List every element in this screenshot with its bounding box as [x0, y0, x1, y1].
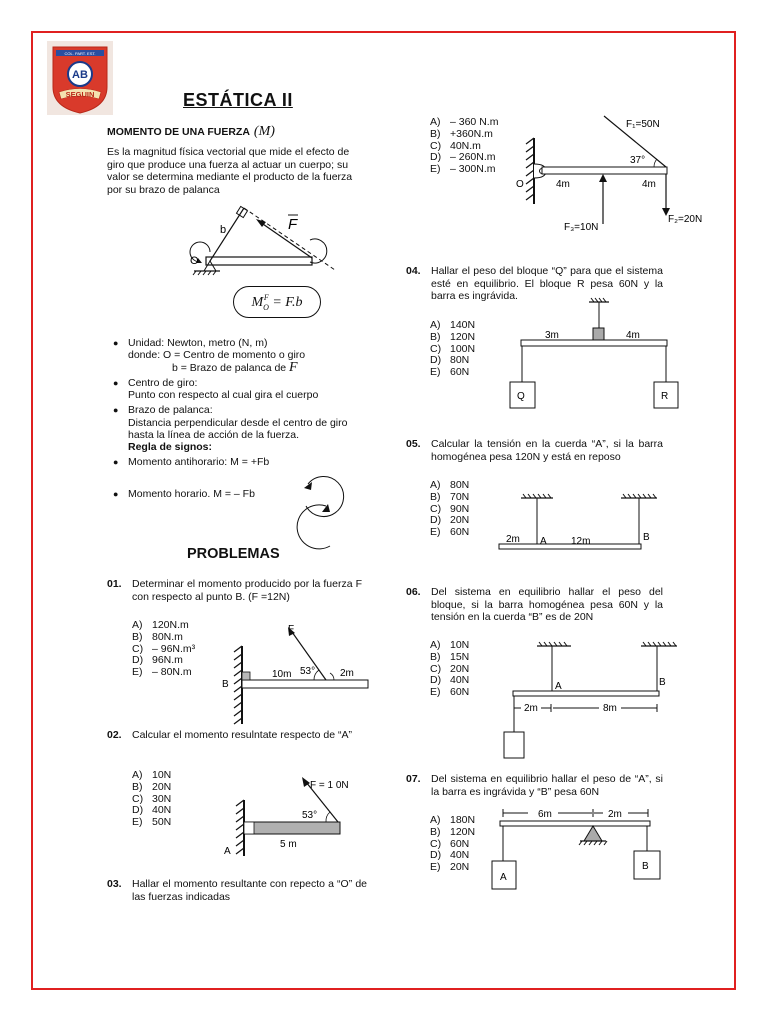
svg-text:A: A — [555, 681, 562, 692]
svg-text:37°: 37° — [630, 155, 646, 166]
svg-text:F₁=50N: F₁=50N — [626, 119, 660, 130]
svg-text:2m: 2m — [608, 809, 622, 820]
q03-number: 03. — [107, 878, 122, 890]
q07-options: A) 180N B) 120N C) 60N D) 40N E) 20N — [430, 814, 476, 874]
q06-text: Del sistema en equilibrio hallar el peso del bloque, si la barra homogénea pesa 60N y la tensión en la cuerda “B” es de 20N — [431, 586, 663, 623]
q07-diagram — [488, 803, 668, 895]
q01-diagram — [218, 620, 373, 728]
q05-diagram — [493, 490, 663, 554]
moment-formula: $M_O^F = F.b$ — [233, 286, 321, 318]
sign-rule-counterclockwise: ● Momento antihorario: M = +Fb — [113, 455, 270, 468]
q04-number: 04. — [406, 265, 421, 277]
svg-text:F: F — [288, 216, 298, 233]
svg-text:R: R — [661, 391, 669, 402]
svg-text:A: A — [540, 536, 547, 547]
svg-text:3m: 3m — [545, 330, 559, 341]
rotation-arrows — [296, 470, 356, 552]
svg-text:F₃=10N: F₃=10N — [564, 222, 599, 233]
problems-heading: PROBLEMAS — [187, 546, 280, 562]
svg-text:F = 1 0N: F = 1 0N — [310, 780, 349, 791]
intro-text: Es la magnitud física vectorial que mide el efecto de giro que produce una fuerza al actuar un cuerpo; su valor se determina mediante el producto de la fuerza por su brazo de palanca — [107, 146, 353, 196]
svg-text:2m: 2m — [524, 703, 538, 714]
svg-text:10m: 10m — [272, 669, 292, 680]
svg-text:4m: 4m — [556, 179, 570, 190]
svg-text:SEGUIN: SEGUIN — [65, 90, 95, 99]
svg-text:53°: 53° — [300, 666, 316, 677]
q05-options: A) 80N B) 70N C) 90N D) 20N E) 60N — [430, 479, 470, 539]
q05-number: 05. — [406, 438, 421, 450]
svg-text:2m: 2m — [340, 668, 354, 679]
q06-number: 06. — [406, 586, 421, 598]
svg-text:12m: 12m — [571, 536, 591, 547]
moment-diagram — [180, 196, 350, 288]
q07-text: Del sistema en equilibrio hallar el peso de “A”, si la barra es ingrávida y “B” pesa 60N — [431, 773, 663, 798]
sign-rule-clockwise: ● Momento horario. M = – Fb — [113, 487, 255, 500]
moment-heading: MOMENTO DE UNA FUERZA (M) — [107, 124, 275, 139]
svg-text:B: B — [222, 679, 229, 690]
svg-text:B: B — [642, 861, 649, 872]
svg-text:4m: 4m — [626, 330, 640, 341]
svg-text:O: O — [516, 179, 524, 190]
page-title: ESTÁTICA II — [183, 90, 293, 110]
q01-number: 01. — [107, 578, 122, 590]
svg-text:F₂=20N: F₂=20N — [668, 214, 703, 225]
q04-diagram — [505, 296, 685, 414]
q06-diagram — [495, 638, 680, 762]
q03-diagram — [512, 112, 717, 236]
svg-text:B: B — [659, 677, 666, 688]
q02-text: Calcular el momento resulntate respecto de “A” — [132, 729, 353, 741]
q01-text: Determinar el momento producido por la fuerza F con respecto al punto B. (F =12N) — [132, 578, 362, 603]
svg-text:B: B — [643, 532, 650, 543]
school-logo — [47, 41, 113, 115]
svg-text:5 m: 5 m — [280, 839, 297, 850]
svg-text:4m: 4m — [642, 179, 656, 190]
q07-number: 07. — [406, 773, 421, 785]
moment-symbol: (M) — [253, 124, 275, 139]
lever-arm-item: ● Brazo de palanca: Distancia perpendicular desde el centro de giro hasta la línea de acción de la fuerza. — [113, 404, 348, 442]
svg-text:F: F — [288, 624, 295, 635]
svg-text:A: A — [224, 846, 231, 857]
svg-text:6m: 6m — [538, 809, 552, 820]
q05-text: Calcular la tensión en la cuerda “A”, si la barra homogénea pesa 120N y está en reposo — [431, 438, 663, 463]
q03-text: Hallar el momento resultante con repecto a “O” de las fuerzas indicadas — [132, 878, 367, 903]
svg-text:2m: 2m — [506, 534, 520, 545]
svg-text:b: b — [220, 224, 227, 236]
q06-options: A) 10N B) 15N C) 20N D) 40N E) 60N — [430, 639, 470, 699]
svg-text:COL. PART. EST.: COL. PART. EST. — [64, 51, 96, 56]
svg-text:O: O — [190, 255, 199, 267]
q04-options: A) 140N B) 120N C) 100N D) 80N E) 60N — [430, 319, 476, 379]
svg-text:8m: 8m — [603, 703, 617, 714]
q01-options: A) 120N.m B) 80N.m C) – 96N.m³ D) 96N.m E) – 80N.m — [132, 619, 196, 679]
q02-diagram — [220, 770, 370, 860]
q04-text: Hallar el peso del bloque “Q” para que el sistema esté en equilibrio. El bloque R pesa 60N y la barra es ingrávida. — [431, 265, 663, 302]
svg-text:Q: Q — [517, 391, 525, 402]
unit-item: ● Unidad: Newton, metro (N, m) donde: O = Centro de momento o giro b = Brazo de palanca de F — [113, 337, 306, 375]
q02-number: 02. — [107, 729, 122, 741]
signs-heading: Regla de signos: — [128, 441, 213, 454]
q03-options: A) – 360 N.m B) +360N.m C) 40N.m D) – 260N.m E) – 300N.m — [430, 116, 499, 176]
svg-text:53°: 53° — [302, 810, 318, 821]
svg-text:A: A — [500, 872, 507, 883]
pivot-item: ● Centro de giro: Punto con respecto al cual gira el cuerpo — [113, 376, 319, 402]
svg-text:AB: AB — [72, 69, 88, 81]
q02-options: A) 10N B) 20N C) 30N D) 40N E) 50N — [132, 769, 172, 829]
